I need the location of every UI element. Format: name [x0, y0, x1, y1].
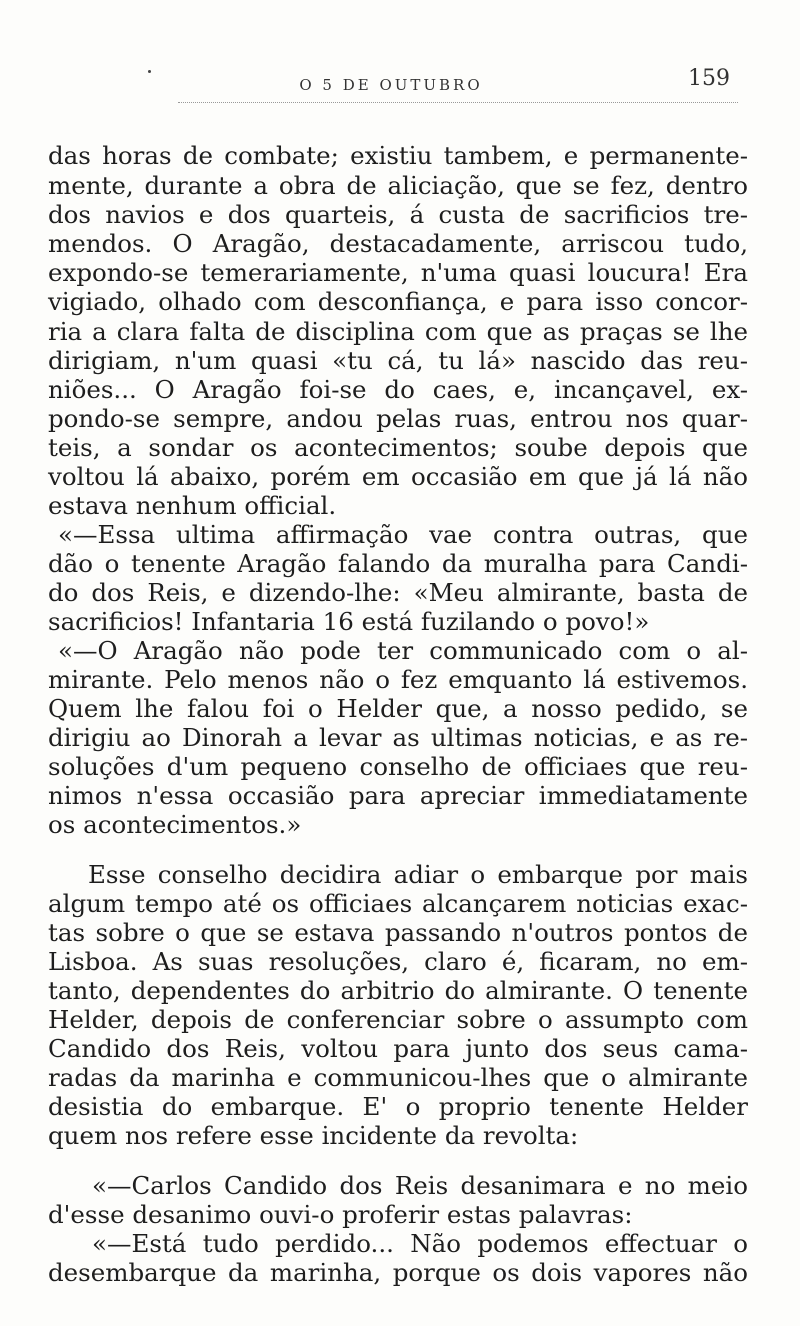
text-line: desistia do embarque. E' o proprio tenente Helder: [48, 1092, 748, 1121]
text-line: «—O Aragão não pode ter communicado com o al-: [58, 636, 748, 665]
printer-mark: [148, 70, 151, 73]
text-line: Candido dos Reis, voltou para junto dos seus cama-: [48, 1034, 748, 1063]
text-line: mendos. O Aragão, destacadamente, arriscou tudo,: [48, 229, 748, 258]
text-line: tanto, dependentes do arbitrio do almirante. O tenente: [48, 976, 748, 1005]
running-head: O 5 DE OUTUBRO: [299, 76, 483, 94]
text-line: Helder, depois de conferenciar sobre o assumpto com: [48, 1005, 748, 1034]
text-line: das horas de combate; existiu tambem, e permanente-: [48, 141, 748, 170]
text-line: «—Carlos Candido dos Reis desanimara e no meio: [92, 1171, 748, 1200]
text-line: voltou lá abaixo, porém em occasião em que já lá não: [48, 462, 748, 491]
text-line: os acontecimentos.»: [48, 810, 302, 839]
text-line: dão o tenente Aragão falando da muralha para Candi-: [48, 549, 748, 578]
text-line: dirigiam, n'um quasi «tu cá, tu lá» nascido das reu-: [48, 346, 748, 375]
text-line: mente, durante a obra de aliciação, que se fez, dentro: [48, 171, 748, 200]
header-rule: [178, 102, 738, 103]
text-line: tas sobre o que se estava passando n'outros pontos de: [48, 918, 748, 947]
text-line: sacrificios! Infantaria 16 está fuzilando o povo!»: [48, 607, 650, 636]
text-line: quem nos refere esse incidente da revolta:: [48, 1121, 579, 1150]
text-line: d'esse desanimo ouvi-o proferir estas palavras:: [48, 1200, 633, 1229]
text-line: niões... O Aragão foi-se do caes, e, incançavel, ex-: [48, 375, 748, 404]
text-line: soluções d'um pequeno conselho de officiaes que reu-: [48, 752, 748, 781]
text-line: «—Essa ultima affirmação vae contra outras, que: [58, 520, 748, 549]
text-line: nimos n'essa occasião para apreciar immediatamente: [48, 781, 748, 810]
page-number: 159: [688, 66, 730, 91]
text-line: dirigiu ao Dinorah a levar as ultimas noticias, e as re-: [48, 723, 748, 752]
text-line: Lisboa. As suas resoluções, claro é, ficaram, no em-: [48, 947, 748, 976]
text-line: vigiado, olhado com desconfiança, e para isso concor-: [48, 287, 748, 316]
text-line: Quem lhe falou foi o Helder que, a nosso pedido, se: [48, 694, 748, 723]
text-line: radas da marinha e communicou-lhes que o almirante: [48, 1063, 748, 1092]
text-line: estava nenhum official.: [48, 491, 337, 520]
text-line: mirante. Pelo menos não o fez emquanto lá estivemos.: [48, 665, 748, 694]
text-line: do dos Reis, e dizendo-lhe: «Meu almirante, basta de: [48, 578, 748, 607]
text-line: Esse conselho decidira adiar o embarque por mais: [88, 860, 748, 889]
text-line: desembarque da marinha, porque os dois vapores não: [48, 1258, 748, 1287]
text-line: expondo-se temerariamente, n'uma quasi loucura! Era: [48, 258, 748, 287]
text-line: ria a clara falta de disciplina com que as praças se lhe: [48, 317, 748, 346]
text-line: dos navios e dos quarteis, á custa de sacrificios tre-: [48, 200, 748, 229]
text-line: pondo-se sempre, andou pelas ruas, entrou nos quar-: [48, 404, 748, 433]
text-line: algum tempo até os officiaes alcançarem noticias exac-: [48, 889, 748, 918]
text-line: «—Está tudo perdido... Não podemos effectuar o: [92, 1229, 748, 1258]
text-line: teis, a sondar os acontecimentos; soube depois que: [48, 433, 748, 462]
